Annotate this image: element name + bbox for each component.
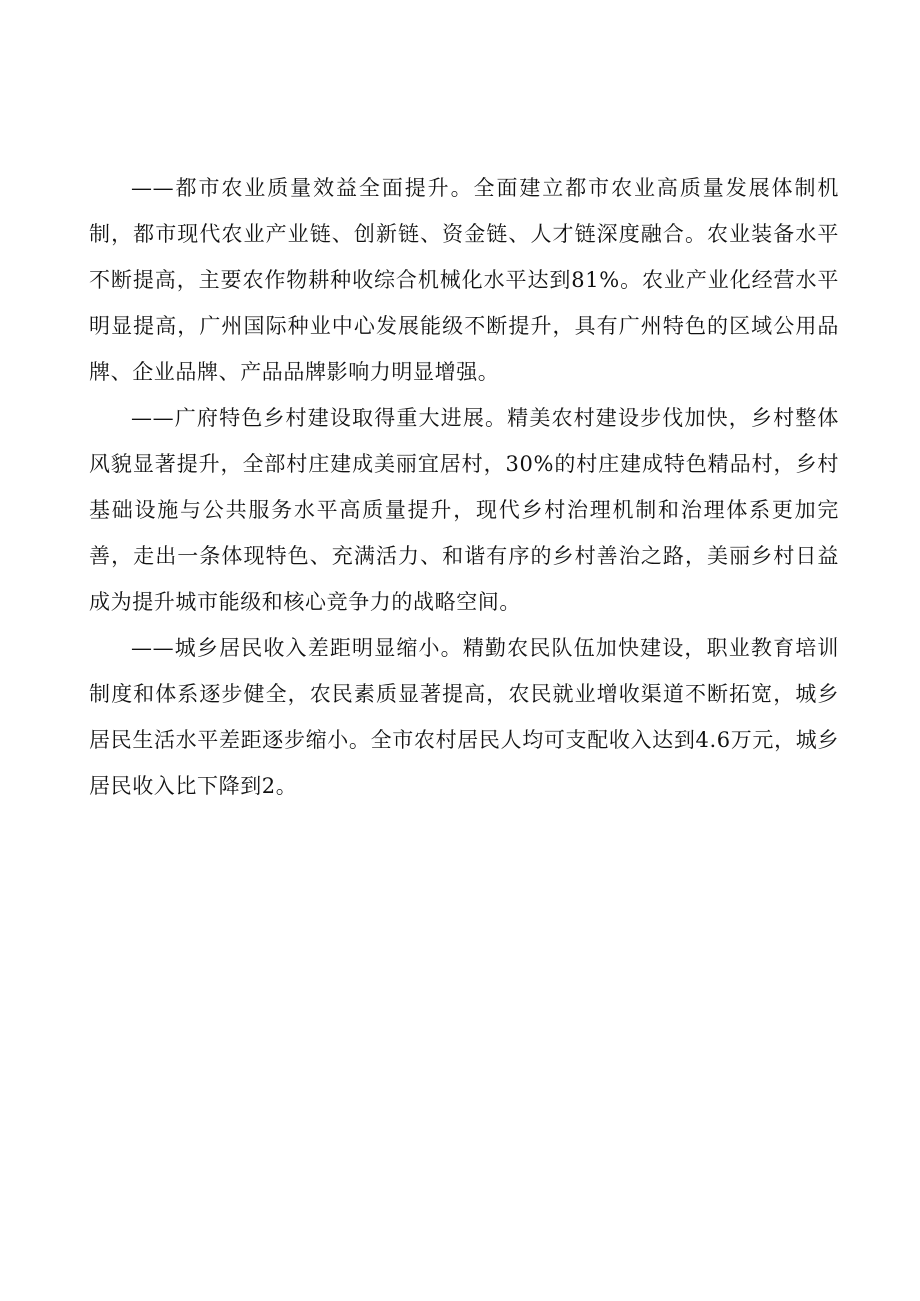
paragraph-income-gap: ——城乡居民收入差距明显缩小。精勤农民队伍加快建设，职业教育培训制度和体系逐步健全，农民素质显著提高，农民就业增收渠道不断拓宽，城乡居民生活水平差距逐步缩小。全市农村居民人均可支配收入达到4.6万元，城乡居民收入比下降到2。 <box>89 636 839 798</box>
paragraph-rural-construction: ——广府特色乡村建设取得重大进展。精美农村建设步伐加快，乡村整体风貌显著提升，全部村庄建成美丽宜居村，30%的村庄建成特色精品村，乡村基础设施与公共服务水平高质量提升，现代乡村治理机制和治理体系更加完善，走出一条体现特色、充满活力、和谐有序的乡村善治之路，美丽乡村日益成为提升城市能级和核心竞争力的战略空间。 <box>89 406 839 614</box>
paragraph-agriculture-quality: ——都市农业质量效益全面提升。全面建立都市农业高质量发展体制机制，都市现代农业产业链、创新链、资金链、人才链深度融合。农业装备水平不断提高，主要农作物耕种收综合机械化水平达到81%。农业产业化经营水平明显提高，广州国际种业中心发展能级不断提升，具有广州特色的区域公用品牌、企业品牌、产品品牌影响力明显增强。 <box>89 176 839 384</box>
document-body <box>89 165 839 809</box>
